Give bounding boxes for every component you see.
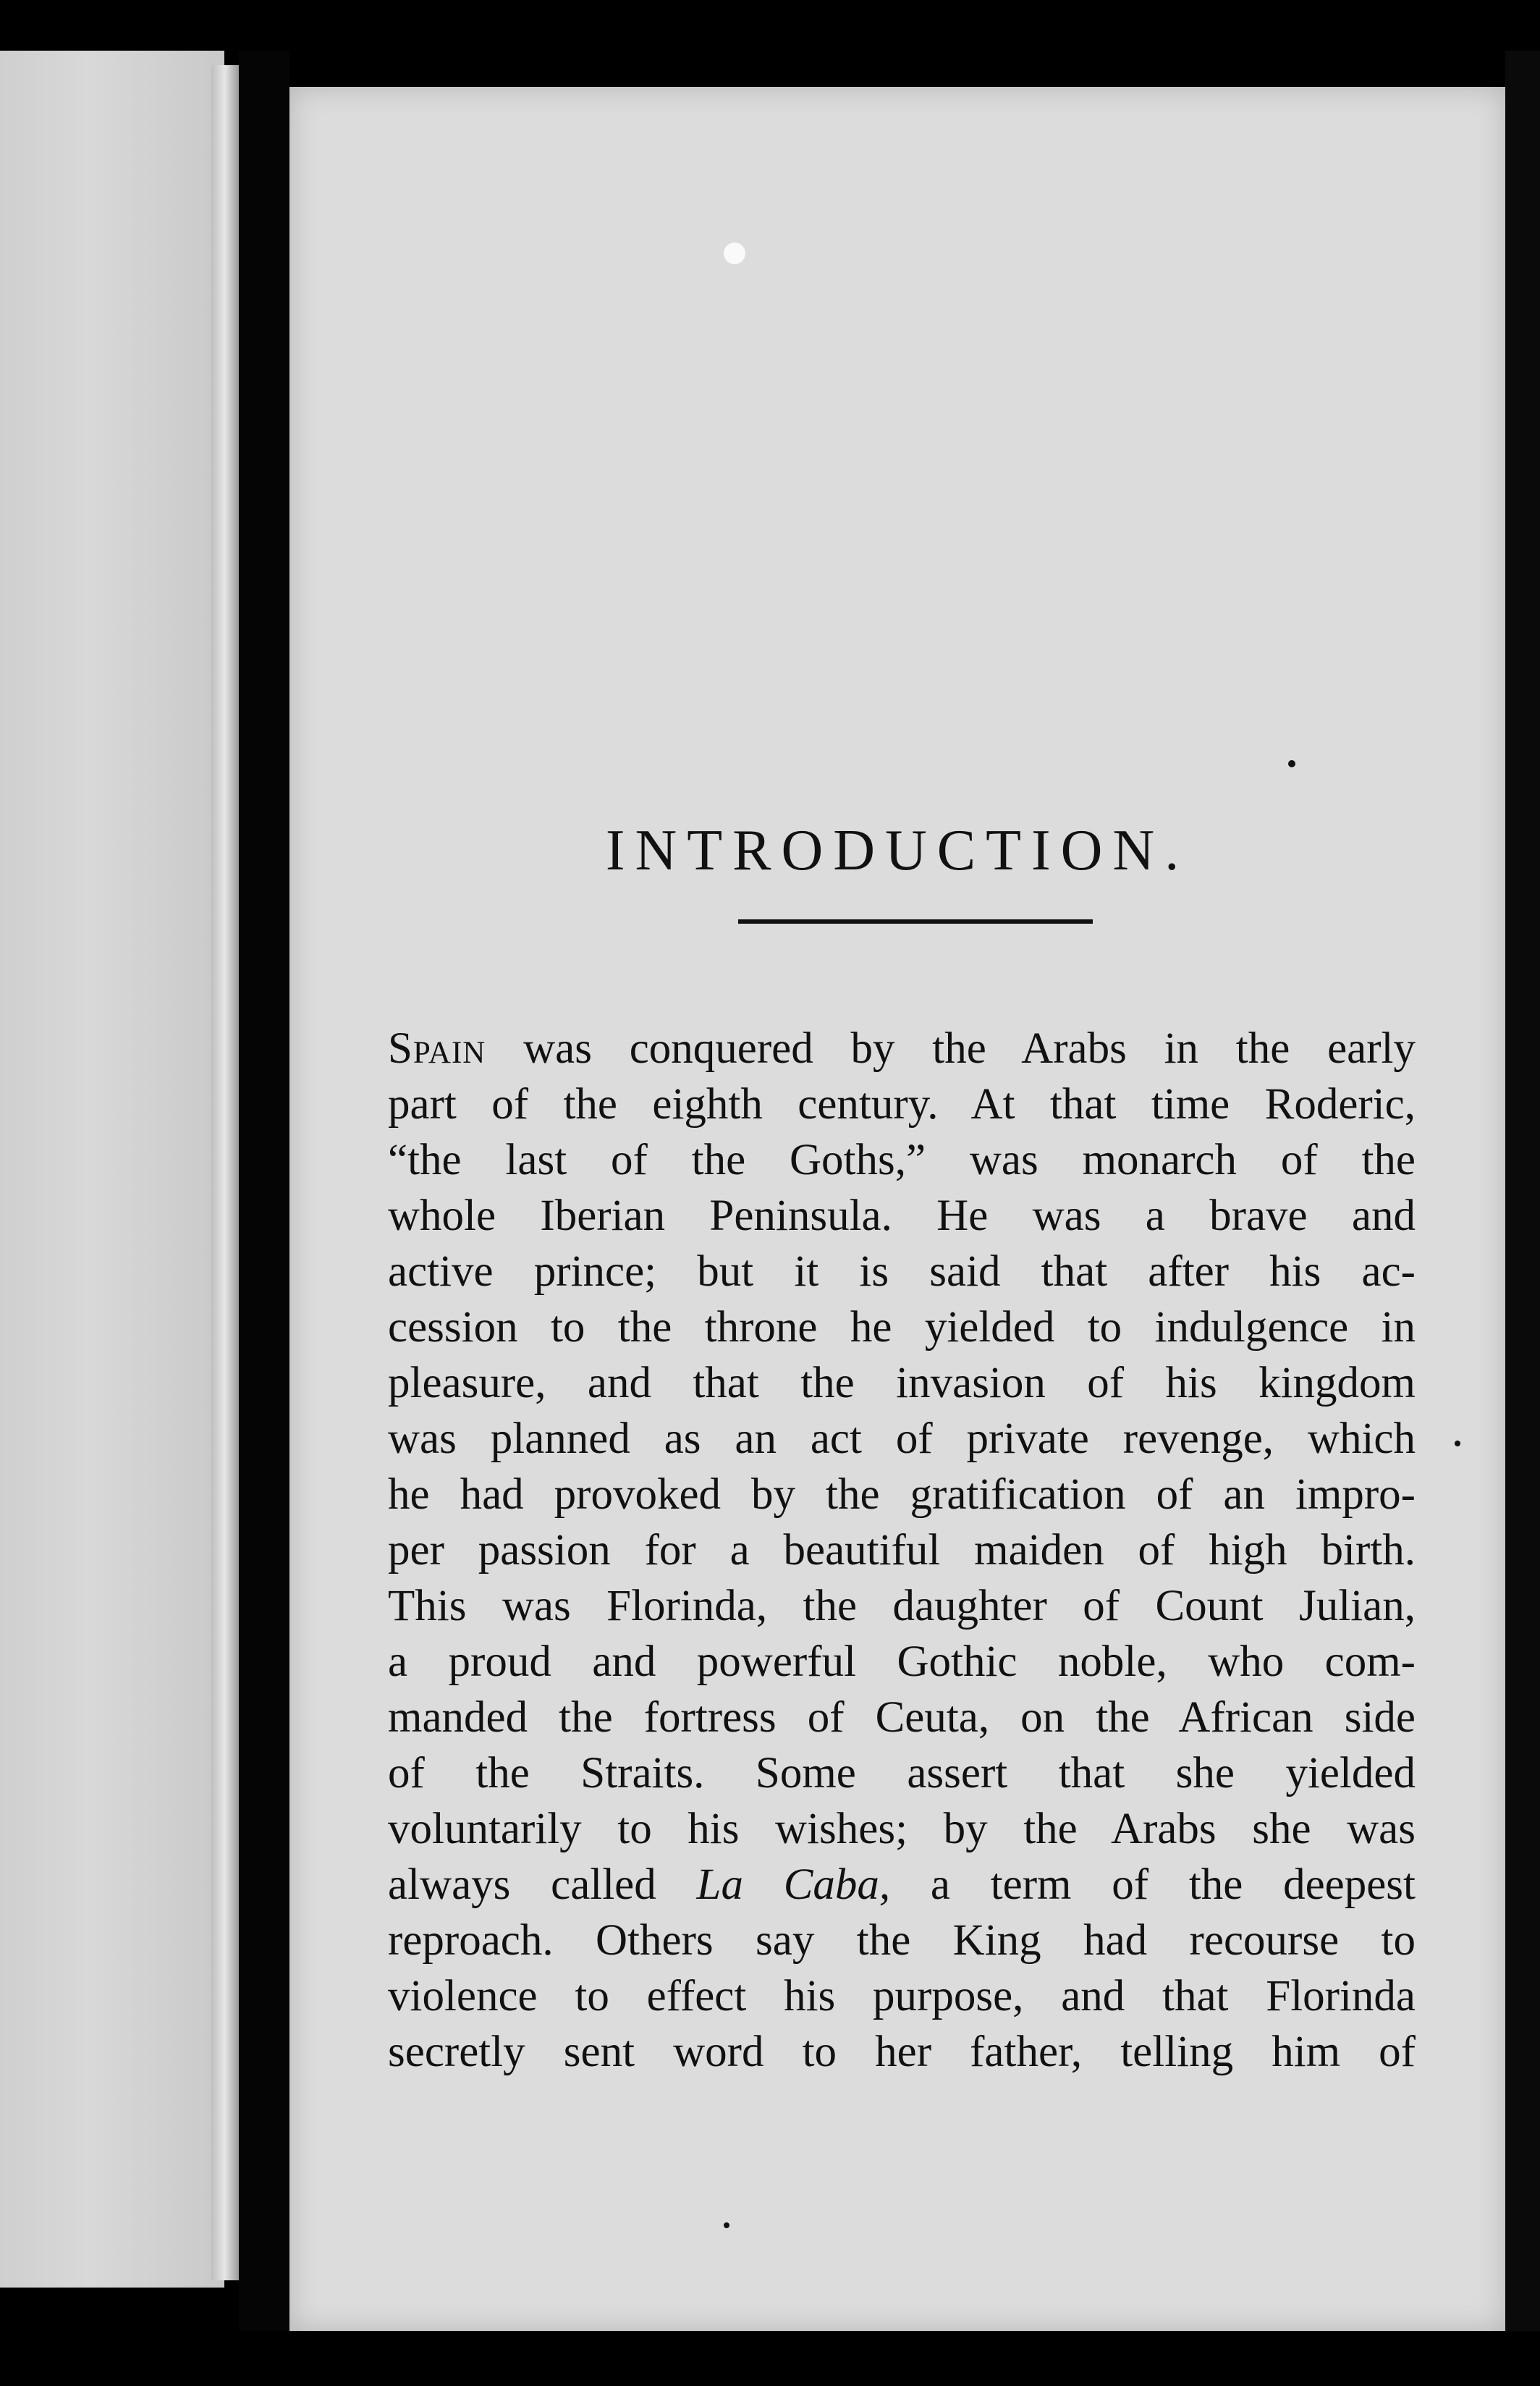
text-line: active prince; but it is said that after his ac- xyxy=(388,1247,1416,1296)
text-line: pleasure, and that the invasion of his kingdom xyxy=(388,1359,1416,1407)
text-line: whole Iberian Peninsula. He was a brave and xyxy=(388,1192,1416,1240)
text-line: of the Straits. Some assert that she yielded xyxy=(388,1749,1416,1797)
text-line: he had provoked by the gratification of an impro- xyxy=(388,1470,1416,1519)
text-line: secretly sent word to her father, telling him of xyxy=(388,2028,1416,2076)
body-text xyxy=(388,1021,1416,2080)
chapter-heading: INTRODUCTION. xyxy=(605,819,1190,882)
ink-speck xyxy=(724,2222,729,2228)
scan-bottom-border xyxy=(0,2331,1540,2386)
ink-speck xyxy=(724,243,745,264)
text-line: Spain was conquered by the Arabs in the early xyxy=(388,1024,1416,1073)
text-line: violence to effect his purpose, and that Florinda xyxy=(388,1972,1416,2020)
ink-speck xyxy=(1288,760,1295,767)
text-line: was planned as an act of private revenge, which xyxy=(388,1415,1416,1463)
text-line: cession to the throne he yielded to indulgence in xyxy=(388,1303,1416,1352)
text-line: per passion for a beautiful maiden of high birth. xyxy=(388,1526,1416,1574)
facing-page-edge xyxy=(211,65,239,2280)
book-page xyxy=(289,87,1505,2331)
facing-page xyxy=(0,51,224,2288)
text-line: always called La Caba, a term of the deepest xyxy=(388,1860,1416,1909)
text-line: “the last of the Goths,” was monarch of the xyxy=(388,1136,1416,1184)
ink-speck xyxy=(1455,1441,1460,1446)
text-line: part of the eighth century. At that time Roderic, xyxy=(388,1080,1416,1129)
scan-top-border xyxy=(0,0,1540,51)
scan-right-border xyxy=(1505,51,1540,2386)
text-line: a proud and powerful Gothic noble, who com- xyxy=(388,1637,1416,1686)
text-line: reproach. Others say the King had recourse to xyxy=(388,1916,1416,1965)
book-gutter xyxy=(239,51,289,2386)
text-line: This was Florinda, the daughter of Count Julian, xyxy=(388,1582,1416,1630)
text-line: manded the fortress of Ceuta, on the African side xyxy=(388,1693,1416,1742)
heading-rule xyxy=(738,919,1093,924)
text-line: voluntarily to his wishes; by the Arabs she was xyxy=(388,1805,1416,1853)
